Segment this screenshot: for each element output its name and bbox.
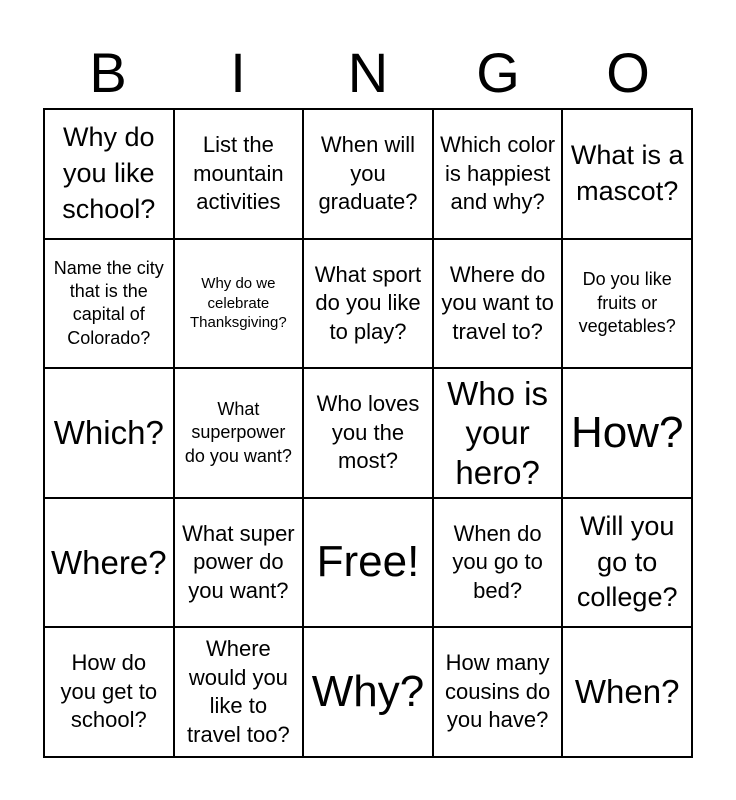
bingo-cell[interactable] xyxy=(175,369,305,499)
bingo-cell[interactable] xyxy=(45,110,175,240)
bingo-cell[interactable] xyxy=(45,499,175,629)
cell-text: Why? xyxy=(311,667,425,716)
header-letter-g: G xyxy=(476,41,520,104)
cell-text: When do you go to bed? xyxy=(452,520,543,603)
cell-text: How many cousins do you have? xyxy=(445,650,551,733)
bingo-cell[interactable] xyxy=(563,499,693,629)
bingo-cell[interactable] xyxy=(434,628,564,758)
bingo-cell[interactable] xyxy=(175,628,305,758)
bingo-cell[interactable] xyxy=(434,110,564,240)
bingo-cell[interactable] xyxy=(304,240,434,370)
cell-text: Where do you want to travel to? xyxy=(441,261,554,344)
cell-text: What super power do you want? xyxy=(182,520,295,603)
bingo-cell[interactable] xyxy=(563,628,693,758)
header-letter-i: I xyxy=(230,41,246,104)
bingo-cell[interactable] xyxy=(563,110,693,240)
cell-text: Where? xyxy=(51,543,167,581)
cell-text: Where would you like to travel too? xyxy=(187,636,290,747)
cell-text: What superpower do you want? xyxy=(184,398,292,466)
bingo-cell[interactable] xyxy=(45,369,175,499)
cell-text: Who is your hero? xyxy=(447,374,549,491)
bingo-cell[interactable] xyxy=(563,369,693,499)
cell-text: Name the city that is the capital of Colorado? xyxy=(53,257,164,348)
bingo-cell[interactable] xyxy=(434,499,564,629)
cell-text: When will you graduate? xyxy=(318,131,418,215)
cell-text: List the mountain activities xyxy=(193,131,284,215)
cell-text: Why do you like school? xyxy=(62,122,156,224)
bingo-cell[interactable] xyxy=(175,499,305,629)
bingo-cell[interactable] xyxy=(434,240,564,370)
cell-text: Free! xyxy=(316,537,420,587)
cell-text: How do you get to school? xyxy=(60,650,158,733)
header-letter-o: O xyxy=(606,41,650,104)
header-letter-n: N xyxy=(347,41,389,104)
cell-text: Do you like fruits or vegetables? xyxy=(578,269,676,337)
bingo-cell[interactable] xyxy=(175,240,305,370)
bingo-cell-free[interactable] xyxy=(304,499,434,629)
cell-text: Will you go to college? xyxy=(576,511,678,613)
cell-text: When? xyxy=(574,673,680,711)
cell-text: Which color is happiest and why? xyxy=(440,131,556,215)
bingo-cell[interactable] xyxy=(45,628,175,758)
bingo-cell[interactable] xyxy=(434,369,564,499)
cell-text: How? xyxy=(570,407,684,457)
cell-text: What is a mascot? xyxy=(570,140,684,206)
bingo-header xyxy=(43,38,693,108)
bingo-cell[interactable] xyxy=(563,240,693,370)
bingo-grid xyxy=(43,108,693,758)
cell-text: Why do we celebrate Thanksgiving? xyxy=(190,275,287,332)
header-letter-b: B xyxy=(89,41,127,104)
cell-text: Which? xyxy=(53,414,164,452)
cell-text: Who loves you the most? xyxy=(316,391,420,474)
bingo-cell[interactable] xyxy=(304,628,434,758)
bingo-cell[interactable] xyxy=(304,110,434,240)
bingo-cell[interactable] xyxy=(45,240,175,370)
bingo-cell[interactable] xyxy=(304,369,434,499)
bingo-cell[interactable] xyxy=(175,110,305,240)
cell-text: What sport do you like to play? xyxy=(314,261,422,344)
